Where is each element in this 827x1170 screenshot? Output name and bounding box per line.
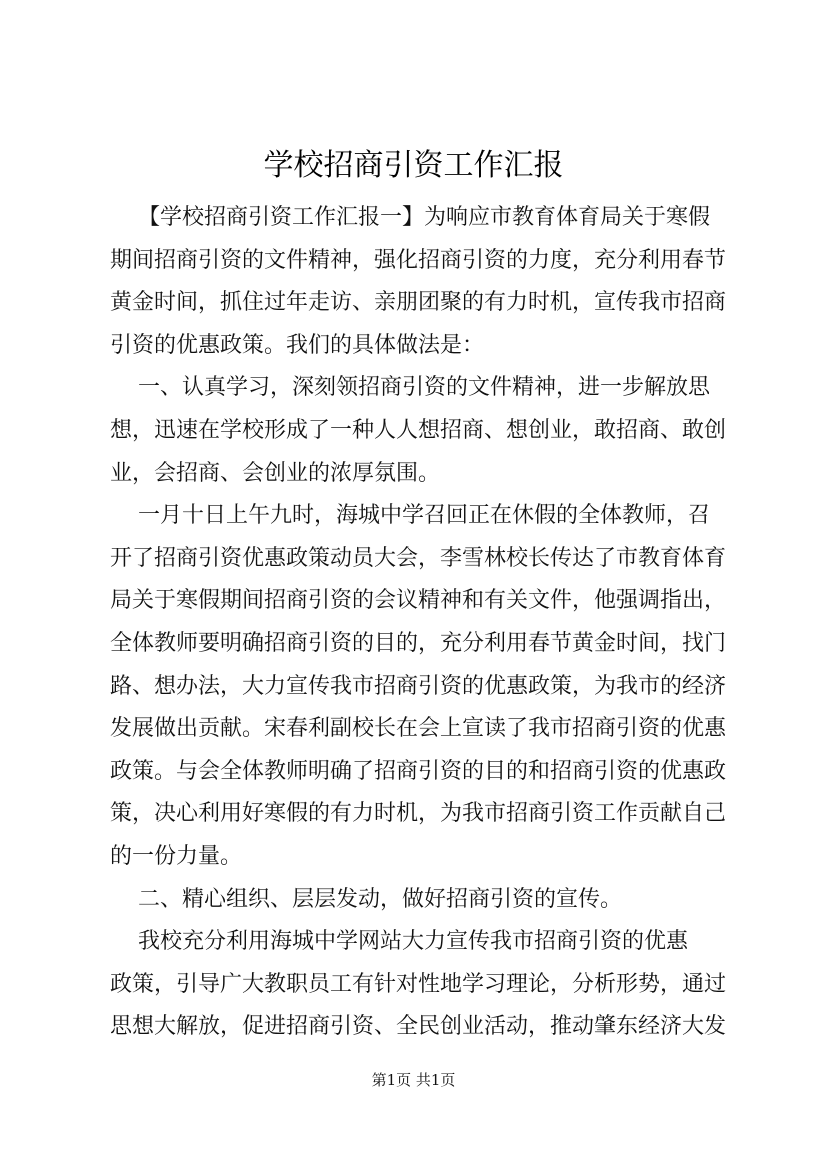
body-line: 发展做出贡献。宋春利副校长在会上宣读了我市招商引资的优惠 [110, 716, 727, 742]
body-line: 局关于寒假期间招商引资的会议精神和有关文件，他强调指出， [110, 588, 727, 614]
body-line: 黄金时间，抓住过年走访、亲朋团聚的有力时机，宣传我市招商 [110, 290, 727, 316]
body-line: 政策。与会全体教师明确了招商引资的目的和招商引资的优惠政 [110, 758, 727, 784]
body-line: 政策，引导广大教职员工有针对性地学习理论，分析形势，通过 [110, 971, 727, 997]
body-line: 二、精心组织、层层发动，做好招商引资的宣传。 [110, 886, 622, 912]
body-line: 策，决心利用好寒假的有力时机，为我市招商引资工作贡献自己 [110, 801, 727, 827]
body-line: 想，迅速在学校形成了一种人人想招商、想创业，敢招商、敢创 [110, 417, 727, 443]
document-title: 学校招商引资工作汇报 [263, 148, 564, 183]
body-line: 引资的优惠政策。我们的具体做法是： [110, 332, 485, 358]
page-footer: 第1页 共1页 [371, 1071, 456, 1089]
body-line: 路、想办法，大力宣传我市招商引资的优惠政策，为我市的经济 [110, 673, 727, 699]
body-line: 的一份力量。 [110, 843, 243, 869]
body-line: 我校充分利用海城中学网站大力宣传我市招商引资的优惠 [110, 929, 688, 955]
body-line: 业，会招商、会创业的浓厚氛围。 [110, 460, 441, 486]
body-line: 思想大解放，促进招商引资、全民创业活动，推动肇东经济大发 [110, 1014, 727, 1040]
body-line: 一月十日上午九时，海城中学召回正在休假的全体教师，召 [110, 503, 710, 529]
body-line: 一、认真学习，深刻领招商引资的文件精神，进一步解放思 [110, 375, 710, 401]
body-line: 开了招商引资优惠政策动员大会，李雪林校长传达了市教育体育 [110, 545, 727, 571]
body-line: 全体教师要明确招商引资的目的，充分利用春节黄金时间，找门 [110, 630, 727, 656]
document-body [110, 197, 746, 1049]
body-line: 【学校招商引资工作汇报一】为响应市教育体育局关于寒假 [110, 205, 710, 230]
body-line: 期间招商引资的文件精神，强化招商引资的力度，充分利用春节 [110, 247, 727, 273]
